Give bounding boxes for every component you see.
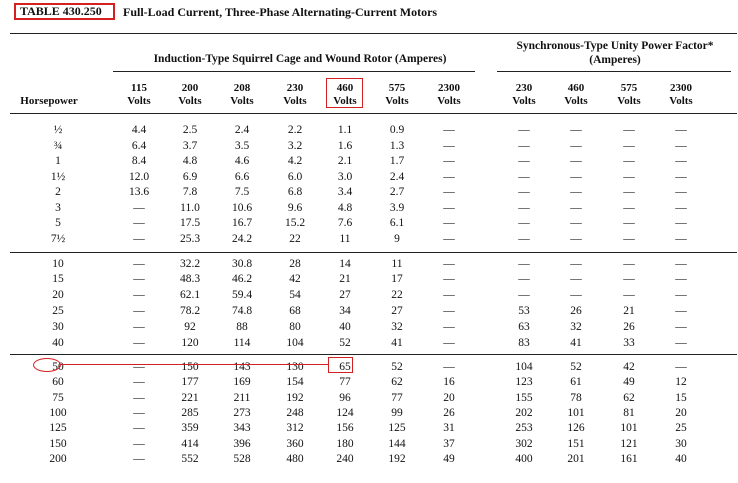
induction-volts-header-value: 460 [336,82,354,94]
current-cell: 6.6 [234,171,250,183]
current-cell: — [570,171,582,183]
current-cell: 104 [515,361,533,373]
current-cell: 343 [233,422,251,434]
current-cell: 17 [391,273,403,285]
horsepower-cell: 75 [52,392,64,404]
current-cell: 24.2 [231,233,253,245]
current-cell: — [133,376,145,388]
current-cell: 52 [339,337,351,349]
current-cell: 3.5 [234,140,250,152]
current-cell: 41 [570,337,582,349]
synchronous-volts-header-value: 575 [620,82,638,94]
induction-group-rule [113,71,475,72]
current-cell: 30.8 [231,258,253,270]
current-cell: 1.1 [337,124,353,136]
horsepower-cell: 150 [49,438,67,450]
current-cell: 21 [623,305,635,317]
current-cell: 1.6 [337,140,353,152]
current-cell: 52 [570,361,582,373]
synchronous-volts-header-unit: Volts [669,95,693,107]
horsepower-cell: 200 [49,453,67,465]
current-cell: 17.5 [179,217,201,229]
current-cell: 11 [391,258,403,270]
horsepower-cell: ¾ [53,140,63,152]
current-cell: 65 [339,361,351,373]
current-cell: 40 [339,321,351,333]
current-cell: 21 [339,273,351,285]
current-cell: 101 [620,422,638,434]
current-cell: 6.8 [287,186,303,198]
current-cell: — [518,155,530,167]
current-cell: — [133,407,145,419]
current-cell: — [675,217,687,229]
current-cell: — [675,258,687,270]
horsepower-cell: 20 [52,289,64,301]
induction-volts-header-unit: Volts [230,95,254,107]
current-cell: 2.7 [389,186,405,198]
highlight-connector-line [61,364,328,365]
current-cell: 59.4 [231,289,253,301]
current-cell: 211 [233,392,251,404]
current-cell: — [133,217,145,229]
current-cell: 3.4 [337,186,353,198]
current-cell: — [675,155,687,167]
current-cell: 62.1 [179,289,201,301]
horsepower-cell: 15 [52,273,64,285]
induction-volts-header-value: 200 [181,82,199,94]
current-cell: 130 [286,361,304,373]
current-cell: 8.4 [131,155,147,167]
synchronous-volts-header-value: 230 [515,82,533,94]
horsepower-cell: 50 [52,361,64,373]
current-cell: 302 [515,438,533,450]
current-cell: — [133,273,145,285]
current-cell: 61 [570,376,582,388]
current-cell: — [675,186,687,198]
current-cell: — [133,321,145,333]
current-cell: 42 [289,273,301,285]
current-cell: — [133,289,145,301]
induction-group-header: Induction-Type Squirrel Cage and Wound Rotor (Amperes) [153,53,447,65]
current-cell: 101 [567,407,585,419]
current-cell: 88 [236,321,248,333]
horsepower-cell: 40 [52,337,64,349]
current-cell: — [570,273,582,285]
current-cell: — [133,361,145,373]
highlight-65-amps [328,357,353,373]
current-cell: — [623,217,635,229]
current-cell: 192 [286,392,304,404]
current-cell: 26 [570,305,582,317]
current-cell: 77 [391,392,403,404]
current-cell: — [518,202,530,214]
current-cell: 48.3 [179,273,201,285]
induction-volts-header-value: 115 [131,82,147,94]
current-cell: — [443,258,455,270]
current-cell: 4.2 [287,155,303,167]
current-cell: 11.0 [180,202,200,214]
current-cell: 49 [443,453,455,465]
current-cell: 68 [289,305,301,317]
current-cell: 480 [286,453,304,465]
synchronous-volts-header-unit: Volts [564,95,588,107]
horsepower-cell: 7½ [50,233,66,245]
current-cell: 6.0 [287,171,303,183]
current-cell: — [133,202,145,214]
horsepower-cell: 100 [49,407,67,419]
current-cell: 32.2 [179,258,201,270]
current-cell: — [518,140,530,152]
current-cell: 169 [233,376,251,388]
current-cell: 26 [443,407,455,419]
current-cell: 62 [623,392,635,404]
current-cell: 528 [233,453,251,465]
current-cell: — [518,273,530,285]
highlight-460-volts-header [326,78,363,108]
current-cell: — [443,171,455,183]
current-cell: 62 [391,376,403,388]
current-cell: 15 [675,392,687,404]
current-cell: 240 [336,453,354,465]
induction-volts-header-unit: Volts [437,95,461,107]
current-cell: — [443,202,455,214]
current-cell: 201 [567,453,585,465]
current-cell: 78.2 [179,305,201,317]
induction-volts-header-unit: Volts [283,95,307,107]
current-cell: 4.8 [337,202,353,214]
table-title: Full-Load Current, Three-Phase Alternating-Current Motors [123,5,438,19]
current-cell: 114 [233,337,251,349]
current-cell: — [675,337,687,349]
current-cell: — [623,289,635,301]
current-cell: 124 [336,407,354,419]
current-cell: 154 [286,376,304,388]
current-cell: 414 [181,438,199,450]
current-cell: — [570,124,582,136]
current-cell: 2.4 [234,124,250,136]
horsepower-cell: 2 [55,186,61,198]
current-cell: 126 [567,422,585,434]
current-cell: 25 [675,422,687,434]
current-cell: 30 [675,438,687,450]
current-cell: 53 [518,305,530,317]
current-cell: 248 [286,407,304,419]
current-cell: — [623,273,635,285]
current-cell: 285 [181,407,199,419]
current-cell: 104 [286,337,304,349]
current-cell: — [623,186,635,198]
current-cell: 20 [443,392,455,404]
induction-volts-header-unit: Volts [385,95,409,107]
current-cell: — [675,124,687,136]
current-cell: 42 [623,361,635,373]
horsepower-cell: 3 [55,202,61,214]
horsepower-header: Horsepower [20,95,78,107]
current-cell: 120 [181,337,199,349]
current-cell: 4.6 [234,155,250,167]
current-cell: 32 [570,321,582,333]
current-cell: — [133,453,145,465]
current-cell: 2.5 [182,124,198,136]
current-cell: 9.6 [287,202,303,214]
current-cell: — [443,124,455,136]
current-cell: 273 [233,407,251,419]
synchronous-volts-header-value: 2300 [670,82,692,94]
current-cell: — [570,217,582,229]
current-cell: 81 [623,407,635,419]
synchronous-volts-header-unit: Volts [512,95,536,107]
current-cell: — [675,273,687,285]
current-cell: 22 [289,233,301,245]
current-cell: 177 [181,376,199,388]
current-cell: 15.2 [284,217,306,229]
current-cell: 25.3 [179,233,201,245]
current-cell: — [443,217,455,229]
current-cell: — [570,186,582,198]
current-cell: 0.9 [389,124,405,136]
current-cell: — [675,305,687,317]
current-cell: 9 [394,233,400,245]
current-cell: — [570,289,582,301]
current-cell: 77 [339,376,351,388]
current-cell: 4.8 [182,155,198,167]
induction-volts-header-unit: Volts [178,95,202,107]
current-cell: 27 [391,305,403,317]
current-cell: — [570,233,582,245]
current-cell: 161 [620,453,638,465]
current-cell: 83 [518,337,530,349]
current-cell: 31 [443,422,455,434]
horsepower-cell: ½ [53,124,63,136]
current-cell: 33 [623,337,635,349]
current-cell: 3.0 [337,171,353,183]
current-cell: 12.0 [128,171,150,183]
synchronous-volts-header-value: 460 [567,82,585,94]
current-cell: 16 [443,376,455,388]
current-cell: 22 [391,289,403,301]
current-cell: — [443,289,455,301]
current-cell: — [623,258,635,270]
current-cell: 99 [391,407,403,419]
current-cell: — [443,140,455,152]
current-cell: 143 [233,361,251,373]
current-cell: 144 [388,438,406,450]
current-cell: 20 [675,407,687,419]
horsepower-cell: 1 [55,155,61,167]
current-cell: 92 [184,321,196,333]
horsepower-cell: 60 [52,376,64,388]
current-cell: 46.2 [231,273,253,285]
induction-volts-header-unit: Volts [127,95,151,107]
current-cell: 34 [339,305,351,317]
current-cell: — [623,124,635,136]
current-cell: 150 [181,361,199,373]
table-number: TABLE 430.250 [14,3,115,20]
current-cell: 52 [391,361,403,373]
current-cell: 2.4 [389,171,405,183]
current-cell: — [623,233,635,245]
current-cell: 7.6 [337,217,353,229]
current-cell: 80 [289,321,301,333]
current-cell: — [675,321,687,333]
synchronous-group-rule [497,71,731,72]
current-cell: 6.4 [131,140,147,152]
current-cell: 192 [388,453,406,465]
current-cell: — [443,155,455,167]
current-cell: 11 [339,233,351,245]
highlight-50-hp [33,358,61,372]
current-cell: 360 [286,438,304,450]
group-separator-2 [10,354,737,355]
current-cell: 312 [286,422,304,434]
current-cell: 2.1 [337,155,353,167]
current-cell: 10.6 [231,202,253,214]
current-cell: 202 [515,407,533,419]
synchronous-group-header: Synchronous-Type Unity Power Factor* (Amperes) [516,40,714,66]
current-cell: — [623,171,635,183]
current-cell: 155 [515,392,533,404]
current-cell: — [518,289,530,301]
current-cell: 1.7 [389,155,405,167]
current-cell: — [675,202,687,214]
current-cell: 26 [623,321,635,333]
horsepower-cell: 30 [52,321,64,333]
current-cell: 63 [518,321,530,333]
current-cell: — [675,171,687,183]
header-rule [10,113,737,114]
current-cell: 28 [289,258,301,270]
current-cell: — [675,233,687,245]
current-cell: 40 [675,453,687,465]
induction-volts-header-value: 208 [233,82,251,94]
horsepower-cell: 10 [52,258,64,270]
current-cell: — [133,337,145,349]
current-cell: 7.5 [234,186,250,198]
current-cell: — [623,155,635,167]
current-cell: — [518,186,530,198]
current-cell: 396 [233,438,251,450]
current-cell: 1.3 [389,140,405,152]
current-cell: — [443,186,455,198]
current-cell: 78 [570,392,582,404]
current-cell: — [570,155,582,167]
current-cell: 3.2 [287,140,303,152]
current-cell: — [133,422,145,434]
current-cell: 123 [515,376,533,388]
induction-volts-header-unit: Volts [333,95,357,107]
current-cell: 253 [515,422,533,434]
current-cell: 3.7 [182,140,198,152]
current-cell: — [570,258,582,270]
induction-volts-header-value: 575 [388,82,406,94]
current-cell: 74.8 [231,305,253,317]
current-cell: — [675,361,687,373]
current-cell: 32 [391,321,403,333]
current-cell: — [518,233,530,245]
horsepower-cell: 125 [49,422,67,434]
current-cell: — [675,140,687,152]
top-rule [10,33,737,34]
current-cell: — [443,321,455,333]
current-cell: 156 [336,422,354,434]
current-cell: 221 [181,392,199,404]
current-cell: — [133,392,145,404]
current-cell: — [570,202,582,214]
current-cell: 37 [443,438,455,450]
current-cell: 3.9 [389,202,405,214]
current-cell: — [443,305,455,317]
current-cell: 49 [623,376,635,388]
current-cell: — [518,171,530,183]
current-cell: — [518,124,530,136]
current-cell: — [133,233,145,245]
synchronous-volts-header-unit: Volts [617,95,641,107]
current-cell: — [518,217,530,229]
current-cell: 6.1 [389,217,405,229]
current-cell: — [133,438,145,450]
current-cell: — [570,140,582,152]
current-cell: — [443,361,455,373]
current-cell: 13.6 [128,186,150,198]
current-cell: 151 [567,438,585,450]
current-cell: 6.9 [182,171,198,183]
current-cell: 7.8 [182,186,198,198]
current-cell: 2.2 [287,124,303,136]
current-cell: 4.4 [131,124,147,136]
current-cell: — [623,202,635,214]
current-cell: 121 [620,438,638,450]
current-cell: — [443,337,455,349]
induction-volts-header-value: 2300 [438,82,460,94]
induction-volts-header-value: 230 [286,82,304,94]
current-cell: 180 [336,438,354,450]
current-cell: 400 [515,453,533,465]
current-cell: — [675,289,687,301]
current-cell: 27 [339,289,351,301]
current-cell: — [133,305,145,317]
current-cell: 54 [289,289,301,301]
current-cell: 552 [181,453,199,465]
current-cell: 125 [388,422,406,434]
current-cell: — [518,258,530,270]
current-cell: 12 [675,376,687,388]
group-separator-1 [10,252,737,253]
current-cell: 96 [339,392,351,404]
current-cell: — [443,233,455,245]
current-cell: — [623,140,635,152]
current-cell: 14 [339,258,351,270]
current-cell: 41 [391,337,403,349]
current-cell: — [443,273,455,285]
current-cell: 359 [181,422,199,434]
horsepower-cell: 1½ [50,171,66,183]
current-cell: — [133,258,145,270]
current-cell: 16.7 [231,217,253,229]
horsepower-cell: 5 [55,217,61,229]
horsepower-cell: 25 [52,305,64,317]
